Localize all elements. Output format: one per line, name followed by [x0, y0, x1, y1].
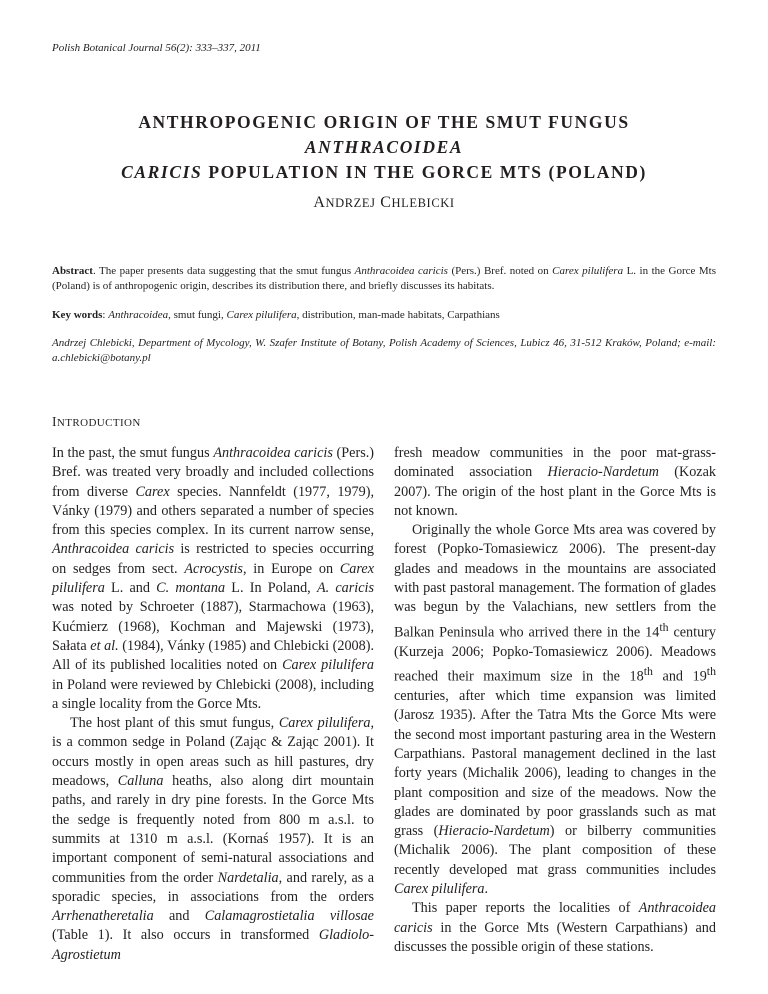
abstract-text: . The paper presents data suggesting that the smut fungus: [92, 265, 355, 277]
journal-citation: Polish Botanical Journal 56(2): 333–337, 2011: [52, 42, 261, 54]
author-affiliation: Andrzej Chlebicki, Department of Mycology, W. Szafer Institute of Botany, Polish Academy of Sciences, Lubicz 46, 31-512 Kraków, Poland; e-mail: a.chlebicki@botany.pl: [52, 337, 716, 364]
keywords-label: Key words: [52, 309, 103, 321]
section-initial: I: [52, 414, 57, 429]
body-column-right: [394, 444, 716, 957]
title-species: CARICIS: [121, 162, 203, 182]
keywords-taxon: Anthracoidea: [108, 309, 169, 321]
section-heading-introduction: [52, 414, 141, 430]
keywords-text: , distribution, man-made habitats, Carpathians: [296, 309, 500, 321]
author-name: [0, 194, 768, 212]
title-text: POPULATION IN THE GORCE MTS (POLAND): [202, 162, 647, 182]
keywords-taxon: Carex pilulifera: [226, 309, 297, 321]
paragraph: fresh meadow communities in the poor mat-grass-dominated association Hieracio-Nardetum (Kozak 2007). The origin of the host plant in the Gorce Mts is not known.: [394, 445, 716, 519]
paragraph: This paper reports the localities of Anthracoidea caricis in the Gorce Mts (Western Carpathians) and discusses the possible origin of these stations.: [394, 900, 716, 955]
paper-title: [60, 110, 708, 185]
section-smallcaps: NTRODUCTION: [56, 417, 141, 429]
abstract-taxon: Anthracoidea caricis: [354, 265, 448, 277]
abstract-text: (Pers.) Bref. noted on: [447, 265, 553, 277]
keywords-text: :: [102, 309, 109, 321]
author-initial: A: [313, 194, 326, 211]
abstract: [52, 264, 716, 294]
title-genus: ANTHRACOIDEA: [304, 137, 464, 157]
keywords-text: , smut fungi,: [168, 309, 227, 321]
paragraph: In the past, the smut fungus Anthracoidea caricis (Pers.) Bref. was treated very broadly and included collections from diverse Carex species. Nannfeldt (1977, 1979), Vánky (1979) and others separated a number of species from this species complex. In its current narrow sense, Anthracoidea caricis is restricted to species occurring on sedges from sect. Acrocystis, in Europe on Carex pilulifera L. and C. montana L. In Poland, A. caricis was noted by Schroeter (1887), Starmachowa (1963), Kućmierz (1968), Kochman and Majewski (1973), Sałata et al. (1984), Vánky (1985) and Chlebicki (2008). All of its published localities noted on Carex pilulifera in Poland were reviewed by Chlebicki (2008), including a single locality from the Gorce Mts.: [52, 445, 375, 712]
abstract-taxon: Carex pilulifera: [552, 265, 624, 277]
abstract-label: Abstract: [52, 265, 93, 277]
author-smallcaps: HLEBICKI: [391, 196, 455, 210]
paragraph: The host plant of this smut fungus, Carex pilulifera, is a common sedge in Poland (Zając & Zając 2001). It occurs mostly in open areas such as hill pastures, dry meadows, Calluna heaths, also along dirt mountain paths, and rarely in dry pine forests. In the Gorce Mts the sedge is frequently noted from 800 m a.s.l. to summits at 1310 m a.s.l. (Kornaś 1957). It is an important component of semi-natural associations and communities from the order Nardetalia, and rarely, as a sporadic species, in associations from the orders Arrhenatheretalia and Calamagrostietalia villosae (Table 1). It also occurs in transformed Gladiolo-Agrostietum: [52, 715, 374, 963]
author-initial: C: [380, 194, 392, 211]
keywords: [52, 308, 716, 323]
title-text: ANTHROPOGENIC ORIGIN OF THE SMUT FUNGUS: [138, 112, 630, 132]
body-column-left: [52, 444, 374, 965]
abstract-text: L. in the Gorce Mts (Poland) is of anthropogenic origin, describes its distribution there, and briefly discusses its habitats.: [52, 265, 717, 292]
author-smallcaps: NDRZEJ: [325, 196, 376, 210]
paragraph: Originally the whole Gorce Mts area was covered by forest (Popko-Tomasiewicz 2006). The present-day glades and meadows in the mountains are associated with past pastoral management. The formation of glades was begun by the Valachians, new settlers from the Balkan Peninsula who arrived there in the 14th century (Kurzeja 2006; Popko-Tomasiewicz 2006). Meadows reached their maximum size in the 18th and 19th centuries, after which time expansion was limited (Jarosz 1935). After the Tatra Mts the Gorce Mts were the second most important pasturing area in the Western Carpathians. Pastoral management declined in the last forty years (Michalik 2006), leading to changes in the plant composition and size of the meadows. Now the glades are dominated by poor grasslands such as mat grass (Hieracio-Nardetum) or bilberry communities (Michalik 2006). The plant composition of these recently developed mat grass communities includes Carex pilulifera.: [394, 522, 716, 897]
